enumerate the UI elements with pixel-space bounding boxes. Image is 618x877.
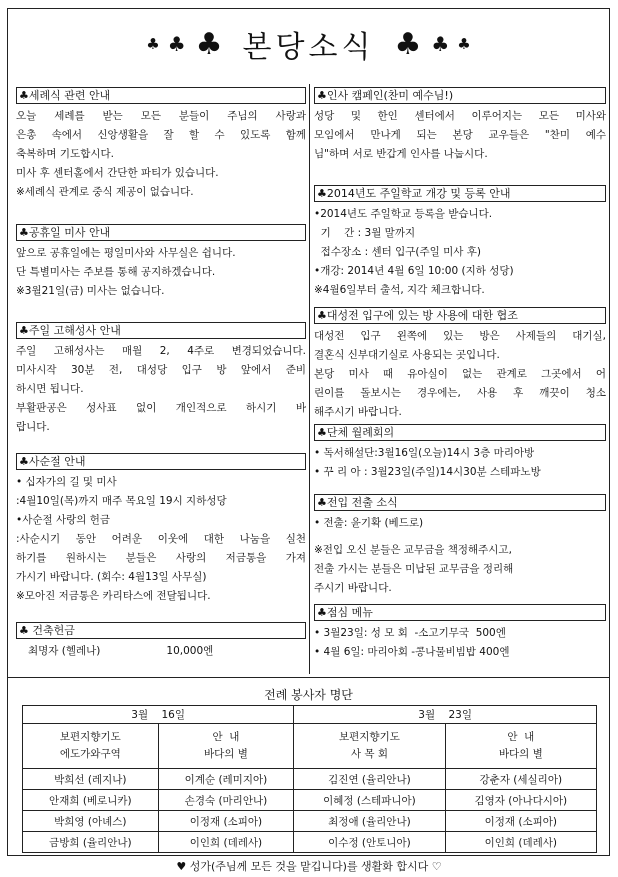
table-cell: 이정재 (소피아) — [158, 811, 294, 832]
text-line: 전출 가시는 분들은 미납된 교무금을 정리해 — [314, 563, 514, 575]
service-roster-section — [8, 677, 609, 857]
building-fund — [16, 622, 306, 661]
table-cell: 이혜정 (스테파니아) — [294, 790, 445, 811]
section-body — [16, 104, 306, 202]
club-icon: ♣ — [457, 35, 471, 53]
text-line: • 십자가의 길 및 미사 — [16, 476, 117, 488]
text-line: ※모아진 저금통은 카리타스에 전달됩니다. — [16, 590, 211, 602]
text-line: 단 특별미사는 주보를 통해 공지하겠습니다. — [16, 266, 216, 278]
club-icon: ♣ — [167, 32, 186, 56]
section-body — [16, 639, 306, 661]
text-line: •2014년도 주일학교 등록을 받습니다. — [314, 208, 493, 220]
text-line: 미사 후 센터홀에서 간단한 파티가 있습니다. — [16, 167, 219, 179]
section-body — [314, 621, 606, 662]
text-line: 모임에서 만나게 되는 본당 교우들은 "찬미 예수 — [314, 129, 606, 141]
greeting-campaign — [314, 87, 606, 164]
section-body — [314, 441, 606, 482]
section-heading: ♣공휴일 미사 안내 — [16, 224, 306, 241]
donor-name: 최명자 (헬레나) — [28, 645, 101, 657]
table-cell: 김진연 (율리안나) — [294, 769, 445, 790]
section-heading: ♣점심 메뉴 — [314, 604, 606, 621]
table-cell: 이수정 (안토니아) — [294, 832, 445, 853]
text-line: 가시기 바랍니다. (회수: 4월13일 사무실) — [16, 571, 207, 583]
text-line: 결혼식 신부대기실로 사용되는 곳입니다. — [314, 349, 500, 361]
text-line: 부활판공은 성사표 없이 개인적으로 하시기 바 — [16, 402, 306, 414]
section-body — [16, 470, 306, 606]
table-cell: 최정애 (율리안나) — [294, 811, 445, 832]
column-header-label: 안 내 — [212, 731, 240, 743]
donor-amount: 10,000엔 — [166, 645, 214, 657]
sunday-school-notice — [314, 185, 606, 300]
column-header — [23, 724, 159, 769]
table-cell: 손경숙 (마리안나) — [158, 790, 294, 811]
text-line: 성당 및 한인 센터에서 이루어지는 모든 미사와 — [314, 110, 606, 122]
text-line: •사순절 사랑의 헌금 — [16, 514, 111, 526]
text-line: 오늘 세례를 받는 모든 분들이 주님의 사랑과 — [16, 110, 306, 122]
table-cell: 금방희 (율리안나) — [23, 832, 159, 853]
section-heading: ♣인사 캠페인(찬미 예수님!) — [314, 87, 606, 104]
text-line: 은총 속에서 신앙생활을 잘 할 수 있도록 함께 — [16, 129, 306, 141]
footer-motto: ♥ 성가(주님께 모든 것을 맡깁니다)를 생활화 합시다 ♡ — [176, 860, 442, 873]
text-line: 축복하며 기도합시다. — [16, 148, 114, 160]
lunch-menu — [314, 604, 606, 662]
table-row — [23, 769, 597, 790]
room-use-notice — [314, 307, 606, 422]
text-line: • 4월 6일: 마리아회 -콩나물비빔밥 400엔 — [314, 646, 510, 658]
text-line: 본당 미사 때 유아실이 없는 관계로 그곳에서 어 — [314, 368, 606, 380]
table-row — [23, 790, 597, 811]
section-heading: ♣전입 전출 소식 — [314, 494, 606, 511]
table-cell: 강춘자 (세실리아) — [445, 769, 596, 790]
text-line: :사순시기 동안 어려운 이웃에 대한 나눔을 실천 — [16, 533, 306, 545]
column-header-group: 바다의 별 — [498, 748, 543, 760]
table-cell: 김영자 (아나다시아) — [445, 790, 596, 811]
column-header-group: 사 목 회 — [350, 748, 388, 760]
text-line: 대성전 입구 왼쪽에 있는 방은 사제들의 대기실, — [314, 330, 606, 342]
lent-notice — [16, 453, 306, 606]
text-line: 주일 고해성사는 매월 2, 4주로 변경되었습니다. — [16, 345, 306, 357]
text-line: • 전출: 윤기확 (베드로) — [314, 517, 424, 529]
text-line: ※4월6일부터 출석, 지각 체크합니다. — [314, 284, 485, 296]
bulletin-frame — [7, 8, 610, 856]
transfer-news — [314, 494, 606, 598]
column-header-group: 에도가와구역 — [59, 748, 121, 760]
text-line: 미사시작 30분 전, 대성당 입구 방 앞에서 준비 — [16, 364, 306, 376]
table-cell: 이인희 (데레사) — [445, 832, 596, 853]
confession-notice — [16, 322, 306, 437]
column-header — [445, 724, 596, 769]
month-header: 3월 23일 — [294, 706, 597, 724]
section-heading: ♣세례식 관련 안내 — [16, 87, 306, 104]
club-icon: ♣ — [146, 35, 160, 53]
table-cell: 이정재 (소피아) — [445, 811, 596, 832]
text-line: 기 간 : 3월 말까지 — [314, 227, 416, 239]
table-cell: 이인희 (데레사) — [158, 832, 294, 853]
text-line: ※전입 오신 분들은 교무금을 책정해주시고, — [314, 544, 512, 556]
table-cell: 이계순 (레미지아) — [158, 769, 294, 790]
column-divider — [309, 84, 310, 674]
column-header — [294, 724, 445, 769]
section-body — [314, 104, 606, 164]
group-meetings — [314, 424, 606, 482]
title-banner — [8, 9, 609, 79]
spacer — [314, 533, 606, 541]
section-heading: ♣대성전 입구에 있는 방 사용에 대한 협조 — [314, 307, 606, 324]
text-line: 앞으로 공휴일에는 평일미사와 사무실은 쉽니다. — [16, 247, 236, 259]
text-line: 하시면 됩니다. — [16, 383, 84, 395]
table-cell: 박희영 (아녜스) — [23, 811, 159, 832]
text-line: 님"하며 서로 반갑게 인사를 나눕시다. — [314, 148, 488, 160]
text-line: 주시기 바랍니다. — [314, 582, 392, 594]
club-icon: ♣ — [394, 26, 422, 62]
section-heading: ♣주일 고해성사 안내 — [16, 322, 306, 339]
text-line: 접수장소 : 센터 입구(주일 미사 후) — [314, 246, 481, 258]
holiday-mass-notice — [16, 224, 306, 301]
donor-row — [16, 642, 306, 661]
month-header: 3월 16일 — [23, 706, 294, 724]
section-heading: ♣단체 월례회의 — [314, 424, 606, 441]
text-line: •개강: 2014년 4월 6일 10:00 (지하 성당) — [314, 265, 514, 277]
column-header-label: 보편지향기도 — [339, 731, 400, 743]
service-roster-table — [22, 705, 597, 853]
column-header-label: 보편지향기도 — [59, 731, 121, 743]
text-line: 랍니다. — [16, 421, 50, 433]
text-line: • 독서해설단:3월16일(오늘)14시 3층 마리아방 — [314, 447, 535, 459]
text-line: 린이를 돌보시는 경우에는, 사용 후 깨끗이 청소 — [314, 387, 606, 399]
club-icon: ♣ — [431, 32, 450, 56]
section-body — [314, 202, 606, 300]
section-heading: ♣사순절 안내 — [16, 453, 306, 470]
section-body — [314, 511, 606, 598]
column-header — [158, 724, 294, 769]
section-heading: ♣ 건축헌금 — [16, 622, 306, 639]
text-line: ※세례식 관계로 중식 제공이 없습니다. — [16, 186, 194, 198]
service-roster-title: 전례 봉사자 명단 — [264, 688, 353, 702]
column-header-label: 안 내 — [507, 731, 535, 743]
page-title: 본당소식 — [242, 30, 375, 65]
section-body — [16, 241, 306, 301]
text-line: 하기를 원하시는 분들은 사랑의 저금통을 가져 — [16, 552, 306, 564]
table-row — [23, 811, 597, 832]
section-body — [314, 324, 606, 422]
text-line: :4월10일(목)까지 매주 목요일 19시 지하성당 — [16, 495, 227, 507]
text-line: • 꾸 리 아 : 3월23일(주일)14시30분 스테파노방 — [314, 466, 541, 478]
column-header-group: 바다의 별 — [203, 748, 248, 760]
text-line: ※3월21일(금) 미사는 없습니다. — [16, 285, 165, 297]
text-line: • 3월23일: 성 모 회 -소고기무국 500엔 — [314, 627, 506, 639]
table-row — [23, 832, 597, 853]
club-icon: ♣ — [195, 26, 223, 62]
baptism-notice — [16, 87, 306, 202]
section-heading: ♣2014년도 주일학교 개강 및 등록 안내 — [314, 185, 606, 202]
table-cell: 안재희 (베로니카) — [23, 790, 159, 811]
text-line: 해주시기 바랍니다. — [314, 406, 402, 418]
table-cell: 박희선 (레지나) — [23, 769, 159, 790]
section-body — [16, 339, 306, 437]
